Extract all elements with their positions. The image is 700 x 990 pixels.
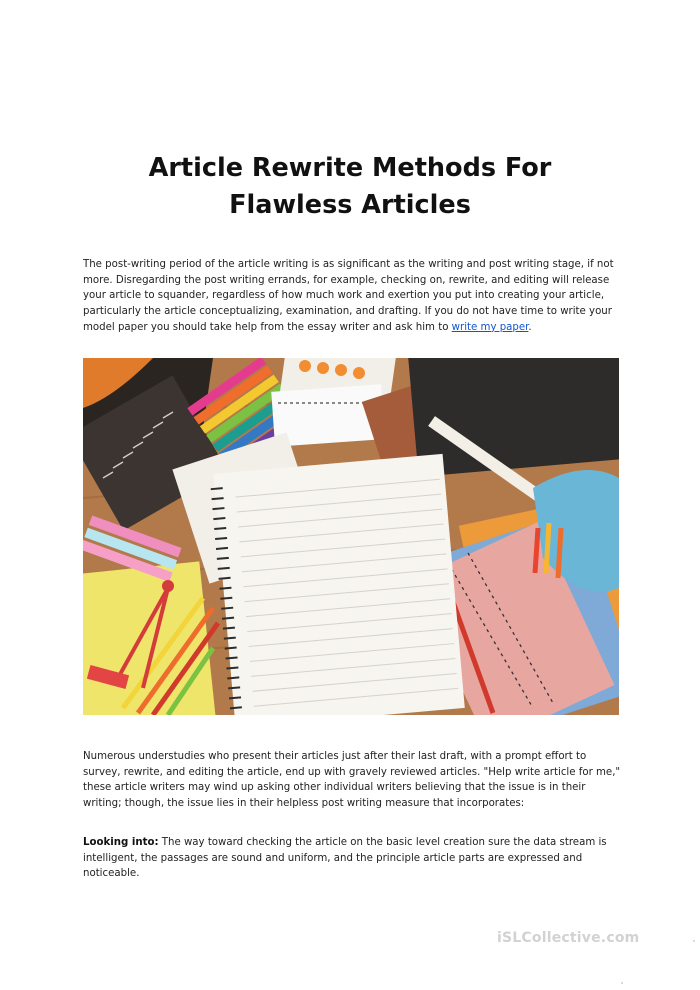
page-title xyxy=(0,150,700,224)
decorative-dot xyxy=(621,982,623,984)
intro-end: . xyxy=(528,321,532,333)
looking-into-paragraph xyxy=(83,835,623,882)
looking-into-label: Looking into: xyxy=(83,837,159,848)
title-line-2: Flawless Articles xyxy=(229,190,471,220)
title-line-1: Article Rewrite Methods For xyxy=(148,153,552,183)
write-my-paper-link[interactable]: write my paper xyxy=(451,321,529,333)
intro-paragraph xyxy=(83,257,623,336)
watermark: iSLCollective.com xyxy=(497,930,640,946)
intro-text: The post-writing period of the article writing is as significant as the writing and post writing stage, if not more. Disregarding the post writing errands, for example, checking on, rewrite, and editing will release your article to squander, regardless of how much work and exertion you put into creating your article, particularly the article conceptualizing, examination, and drafting. If you do not have time to write your model paper you should take help from the essay writer and ask him to xyxy=(83,259,614,333)
understudies-paragraph: Numerous understudies who present their articles just after their last draft, with a prompt effort to survey, rewrite, and editing the article, end up with gravely reviewed articles. "Help write article for me," these article writers may wind up asking other individual writers believing that the issue is in their writing; though, the issue lies in their helpless post writing measure that incorporates: xyxy=(83,751,621,810)
stationery-photo xyxy=(83,358,619,715)
looking-into-text: The way toward checking the article on the basic level creation sure the data stream is intelligent, the passages are sound and uniform, and the principle article parts are expressed and noticeable. xyxy=(83,837,607,880)
decorative-dot xyxy=(693,940,695,942)
